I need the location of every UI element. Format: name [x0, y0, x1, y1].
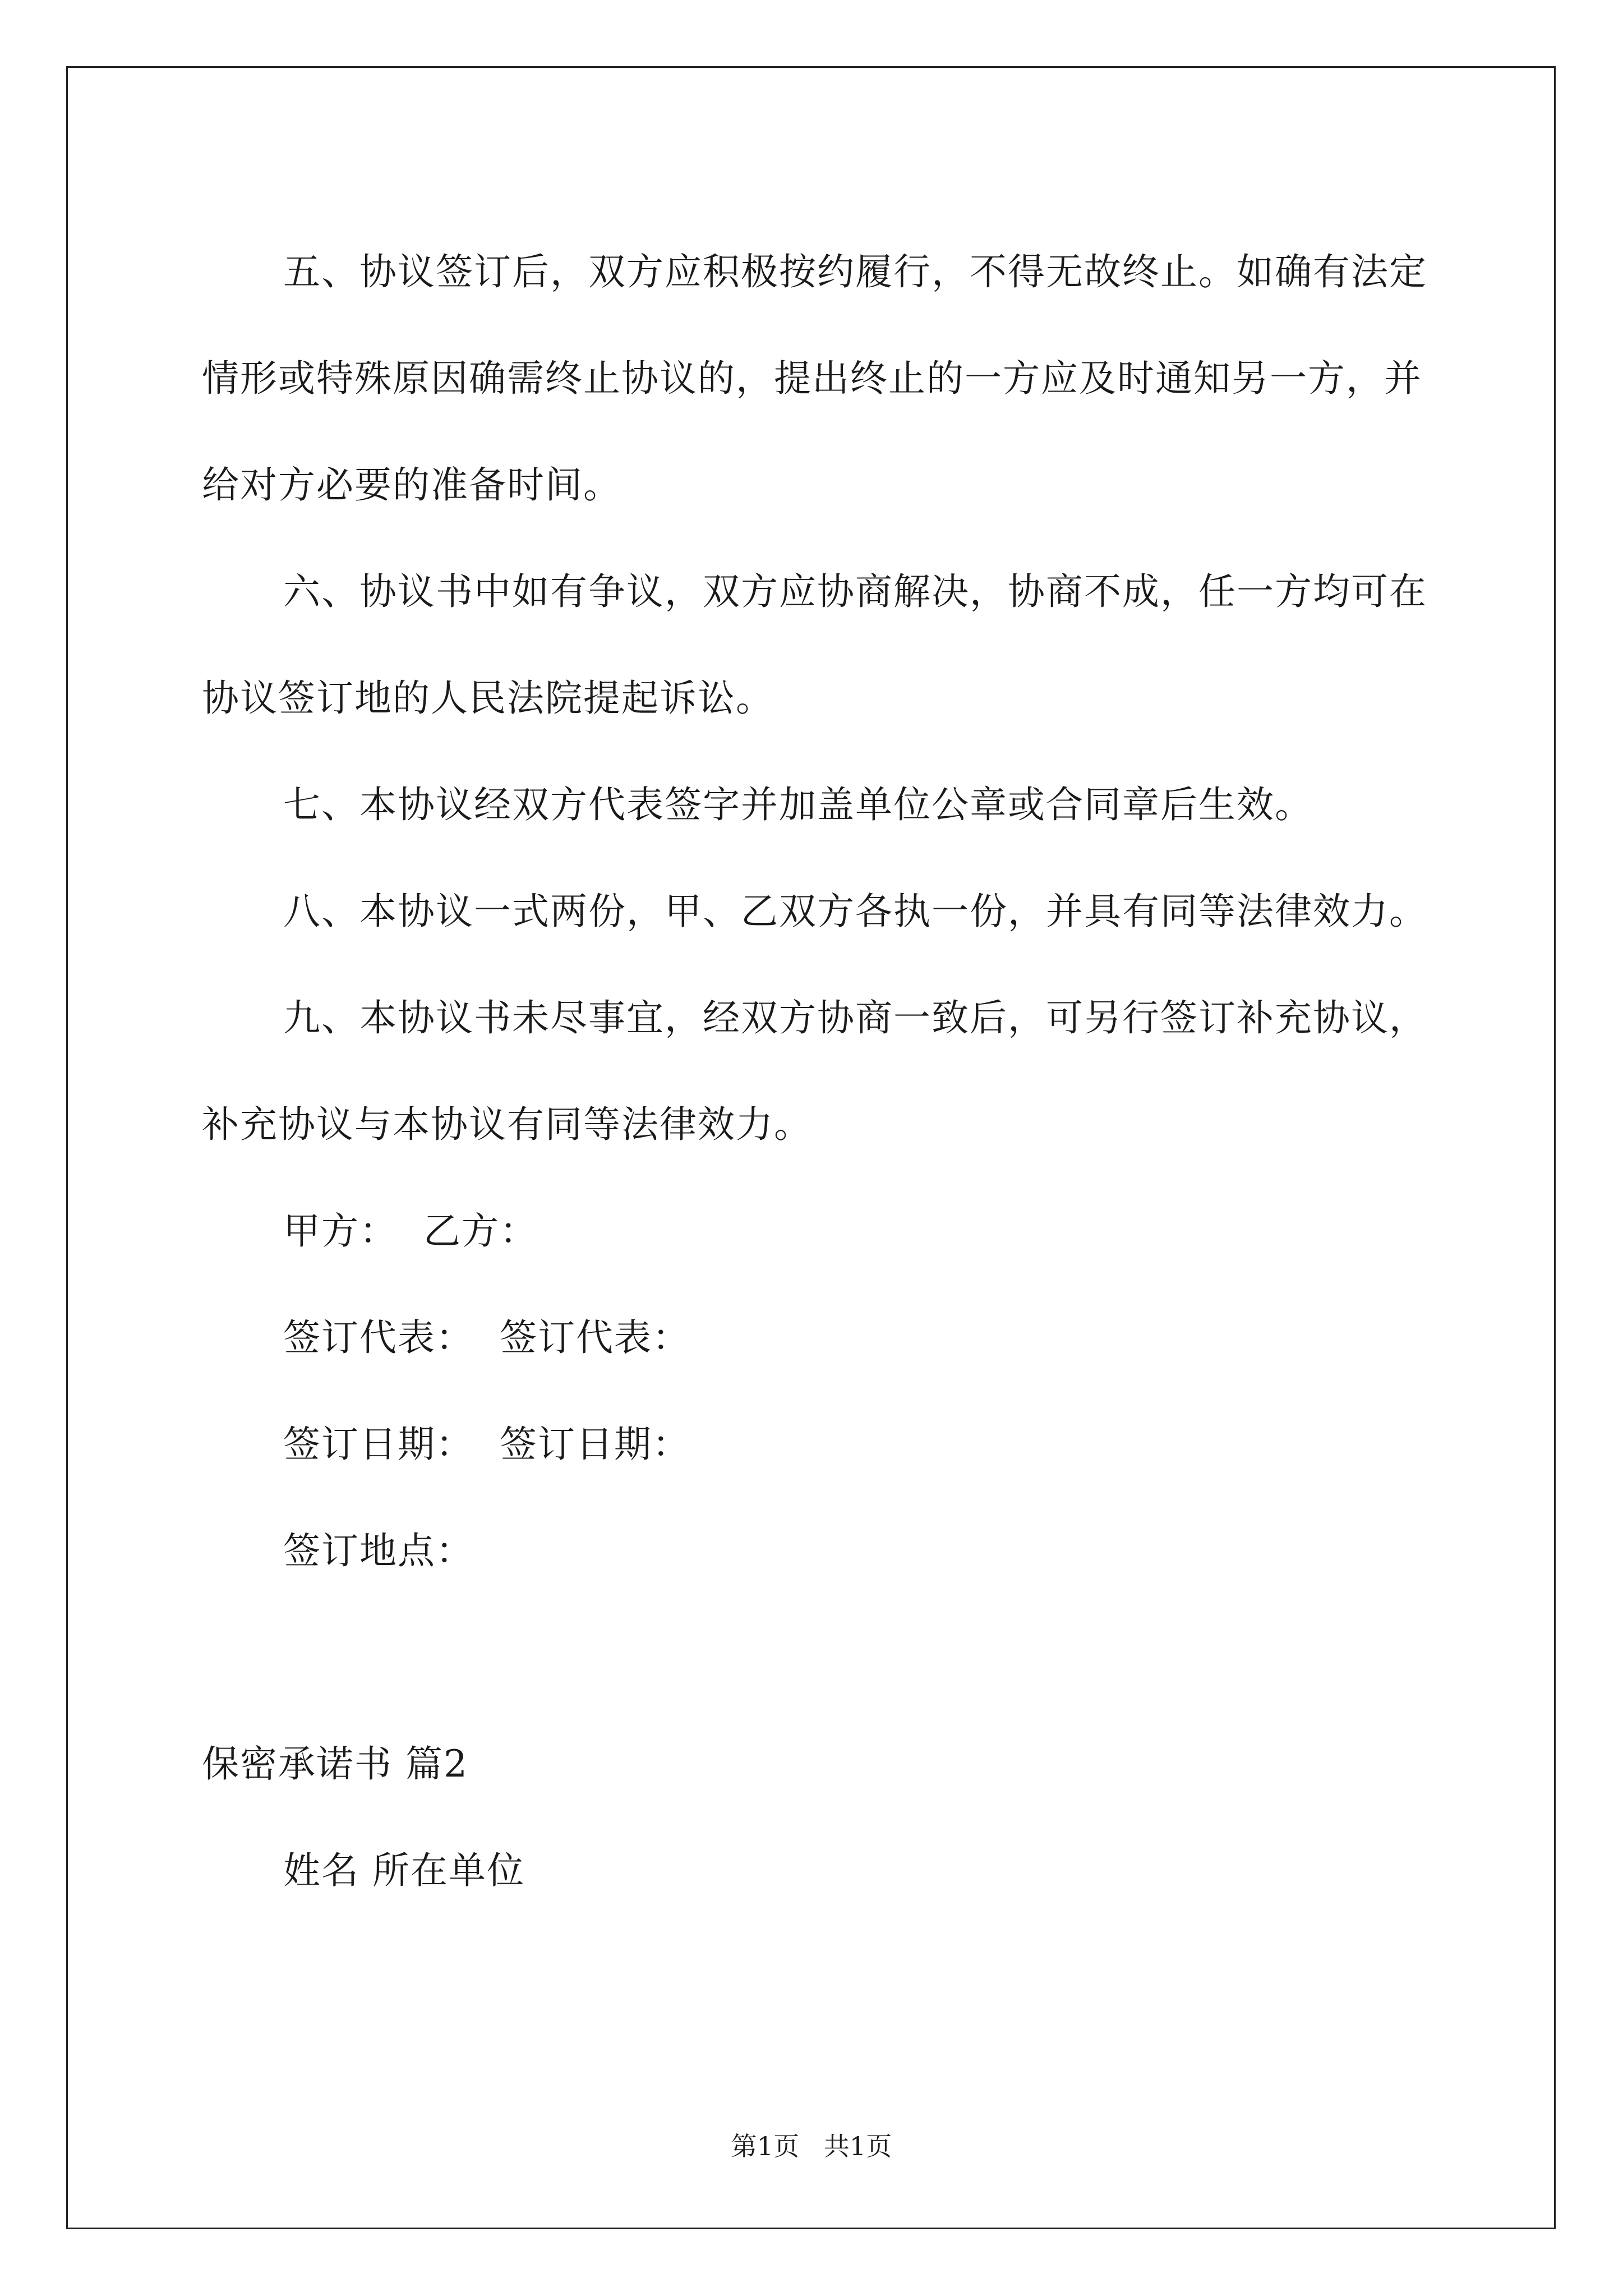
paragraph-6: 六、协议书中如有争议，双方应协商解决，协商不成，任一方均可在协议签订地的人民法院提起诉讼。 — [202, 570, 1427, 720]
section-title: 保密承诺书 篇2 — [202, 1742, 468, 1786]
signature-location-line: 签订地点： — [283, 1529, 474, 1572]
page-number-footer: 第1页 共1页 — [731, 2131, 892, 2161]
paragraph-8: 八、本协议一式两份，甲、乙双方各执一份，并具有同等法律效力。 — [283, 890, 1427, 933]
paragraph-5: 五、协议签订后，双方应积极按约履行，不得无故终止。如确有法定情形或特殊原因确需终止协议的，提出终止的一方应及时通知另一方，并给对方必要的准备时间。 — [202, 250, 1427, 507]
signature-representative-line: 签订代表： 签订代表： — [283, 1316, 690, 1359]
signature-party-line: 甲方： 乙方： — [283, 1209, 538, 1253]
paragraph-9: 九、本协议书未尽事宜，经双方协商一致后，可另行签订补充协议，补充协议与本协议有同等法律效力。 — [202, 996, 1427, 1146]
signature-date-line: 签订日期： 签订日期： — [283, 1423, 690, 1466]
paragraph-7: 七、本协议经双方代表签字并加盖单位公章或合同章后生效。 — [283, 783, 1313, 826]
section-first-line: 姓名 所在单位 — [283, 1849, 525, 1892]
document-body — [202, 219, 1436, 1924]
